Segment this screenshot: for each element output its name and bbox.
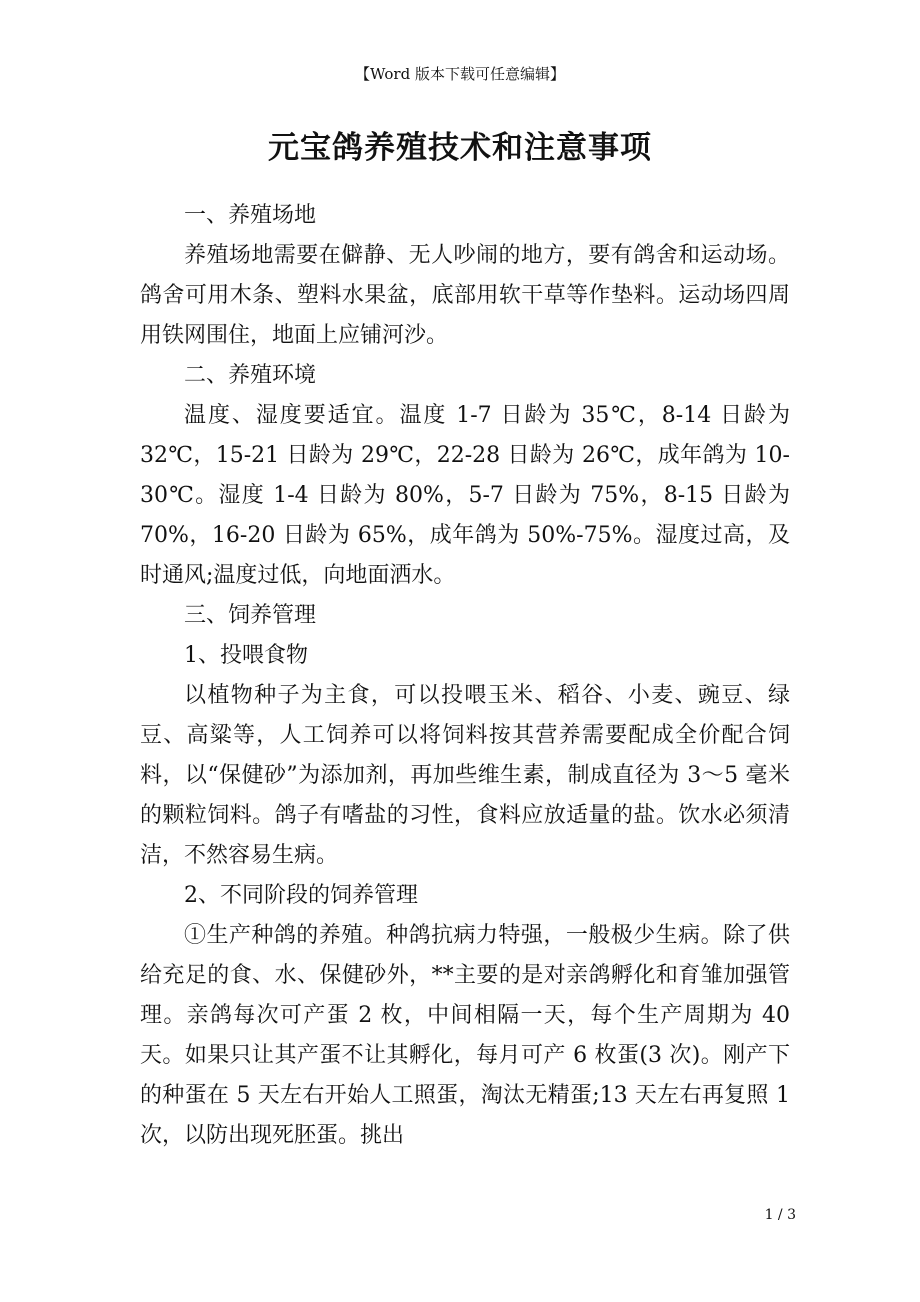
subheading-stages: 2、不同阶段的饲养管理 xyxy=(184,883,418,908)
paragraph-site: 养殖场地需要在僻静、无人吵闹的地方，要有鸽舍和运动场。鸽舍可用木条、塑料水果盆，底部用软干草等作垫料。运动场四周用铁网围住，地面上应铺河沙。 xyxy=(140,243,790,348)
section-heading-management: 三、饲养管理 xyxy=(184,603,317,628)
header-note: 【Word 版本下载可任意编辑】 xyxy=(355,65,565,83)
paragraph-breeding-pigeons: ①生产种鸽的养殖。种鸽抗病力特强，一般极少生病。除了供给充足的食、水、保健砂外，**主要的是对亲鸽孵化和育雏加强管理。亲鸽每次可产蛋 2 枚，中间相隔一天，每个生产周期为 40 天。如果只让其产蛋不让其孵化，每月可产 6 枚蛋(3 次)。刚产下的种蛋在 5 天左右开始人工照蛋，淘汰无精蛋;13 天左右再复照 1 次，以防出现死胚蛋。挑出 xyxy=(140,923,790,1148)
document-title: 元宝鸽养殖技术和注意事项 xyxy=(268,130,652,166)
section-heading-environment: 二、养殖环境 xyxy=(184,363,317,388)
paragraph-feeding: 以植物种子为主食，可以投喂玉米、稻谷、小麦、豌豆、绿豆、高粱等，人工饲养可以将饲料按其营养需要配成全价配合饲料，以“保健砂”为添加剂，再加些维生素，制成直径为 3～5 毫米的颗粒饲料。鸽子有嗜盐的习性，食料应放适量的盐。饮水必须清洁，不然容易生病。 xyxy=(140,683,790,868)
page-number: 1 / 3 xyxy=(764,1207,796,1223)
subheading-feeding: 1、投喂食物 xyxy=(184,643,308,668)
paragraph-environment: 温度、湿度要适宜。温度 1-7 日龄为 35℃，8-14 日龄为 32℃，15-21 日龄为 29℃，22-28 日龄为 26℃，成年鸽为 10-30℃。湿度 1-4 日龄为 80%，5-7 日龄为 75%，8-15 日龄为 70%，16-20 日龄为 65%，成年鸽为 50%-75%。湿度过高，及时通风;温度过低，向地面洒水。 xyxy=(140,403,790,588)
section-heading-site: 一、养殖场地 xyxy=(184,203,317,228)
document-body xyxy=(140,196,790,1156)
